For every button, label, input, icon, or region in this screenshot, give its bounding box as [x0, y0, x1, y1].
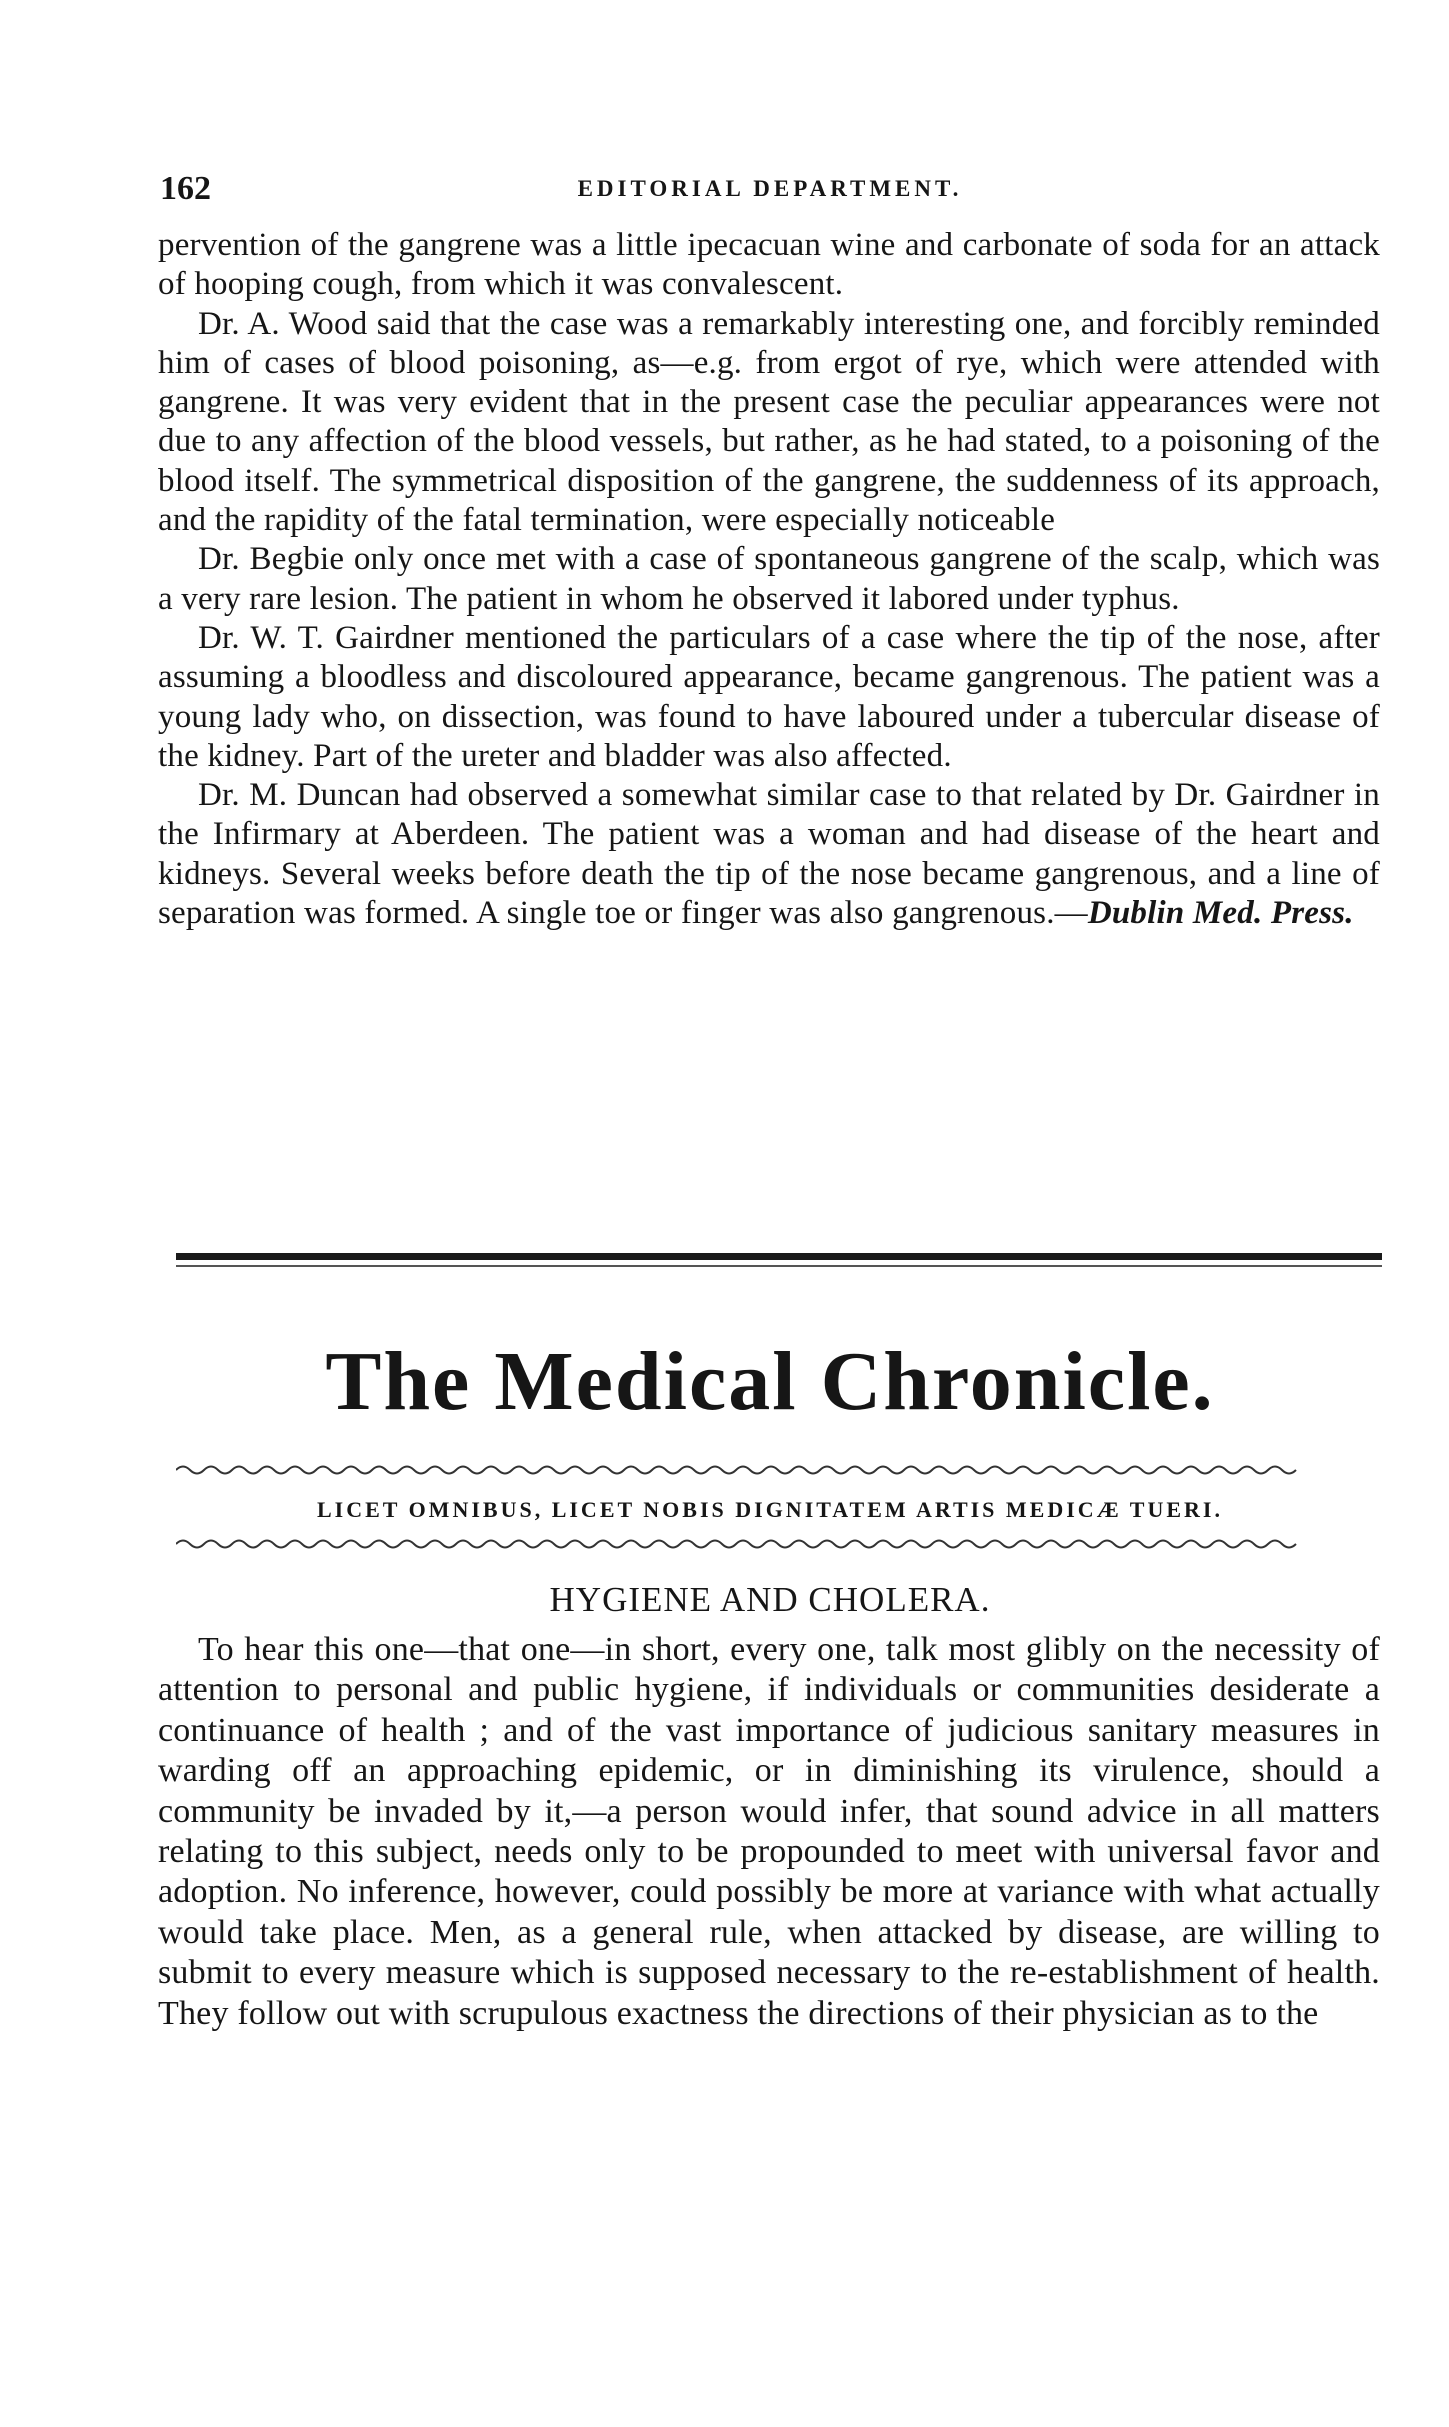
- ornamental-wavy-rule: [176, 1463, 1306, 1477]
- paragraph: [158, 305, 1380, 541]
- top-article-continuation: [158, 226, 1380, 933]
- masthead-title: The Medical Chronicle.: [325, 1335, 1215, 1428]
- paragraph-text: Dr. A. Wood said that the case was a remarkably interesting one, and forcibly reminded him of cases of blood poisoning, as—e.g. from ergot of rye, which were attended with gangrene. It was very evident that in the present case the peculiar appearances were not due to any affection of the blood vessels, but rather, as he had stated, to a poisoning of the blood itself. The symmetrical disposition of the gangrene, the suddenness of its approach, and the rapidity of the fatal termination, were especially noticeable: [158, 305, 1380, 539]
- paragraph: [158, 226, 1380, 305]
- paragraph-text: To hear this one—that one—in short, every one, talk most glibly on the necessity of attention to personal and public hygiene, if individuals or communities desiderate a continuance of health ; and of the vast importance of judicious sanitary measures in warding off an approaching epidemic, or in diminishing its virulence, should a community be invaded by it,—a person would infer, that sound advice in all matters relating to this subject, needs only to be propounded to meet with universal favor and adoption. No inference, however, could possibly be more at variance with what actually would take place. Men, as a general rule, when attacked by disease, are willing to submit to every measure which is supposed necessary to the re-establishment of health. They follow out with scrupulous exactness the directions of their physician as to the: [158, 1631, 1380, 2032]
- section-divider-thick: [176, 1253, 1382, 1260]
- article-title: HYGIENE AND CHOLERA.: [549, 1580, 991, 1619]
- paragraph: [158, 1630, 1380, 2034]
- paragraph-text: Dr. W. T. Gairdner mentioned the particulars of a case where the tip of the nose, after assuming a bloodless and discoloured appearance, became gangrenous. The patient was a young lady who, on dissection, was found to have laboured under a tubercular disease of the kidney. Part of the ureter and bladder was also affected.: [158, 619, 1380, 774]
- source-citation: Dublin Med. Press.: [1087, 895, 1354, 932]
- paragraph: [158, 619, 1380, 776]
- ornamental-wavy-rule: [176, 1537, 1306, 1551]
- running-title: EDITORIAL DEPARTMENT.: [577, 176, 963, 201]
- paragraph-text: pervention of the gangrene was a little ipecacuan wine and carbonate of soda for an attack of hooping cough, from which it was convalescent.: [158, 227, 1380, 303]
- paragraph: [158, 540, 1380, 619]
- masthead-motto: LICET OMNIBUS, LICET NOBIS DIGNITATEM ARTIS MEDICÆ TUERI.: [317, 1497, 1223, 1522]
- section-divider-thin: [176, 1265, 1382, 1267]
- paragraph-text: Dr. M. Duncan had observed a somewhat similar case to that related by Dr. Gairdner in the Infirmary at Aberdeen. The patient was a woman and had disease of the heart and kidneys. Several weeks before death the tip of the nose became gangrenous, and a line of separation was formed. A single toe or finger was also gangrenous.—: [158, 777, 1380, 932]
- paragraph-text: Dr. Begbie only once met with a case of spontaneous gangrene of the scalp, which was a very rare lesion. The patient in whom he observed it labored under typhus.: [158, 541, 1380, 617]
- page-number: 162: [160, 170, 211, 207]
- paragraph: [158, 776, 1380, 933]
- running-head: [160, 170, 1380, 206]
- article-body: [158, 1630, 1380, 2034]
